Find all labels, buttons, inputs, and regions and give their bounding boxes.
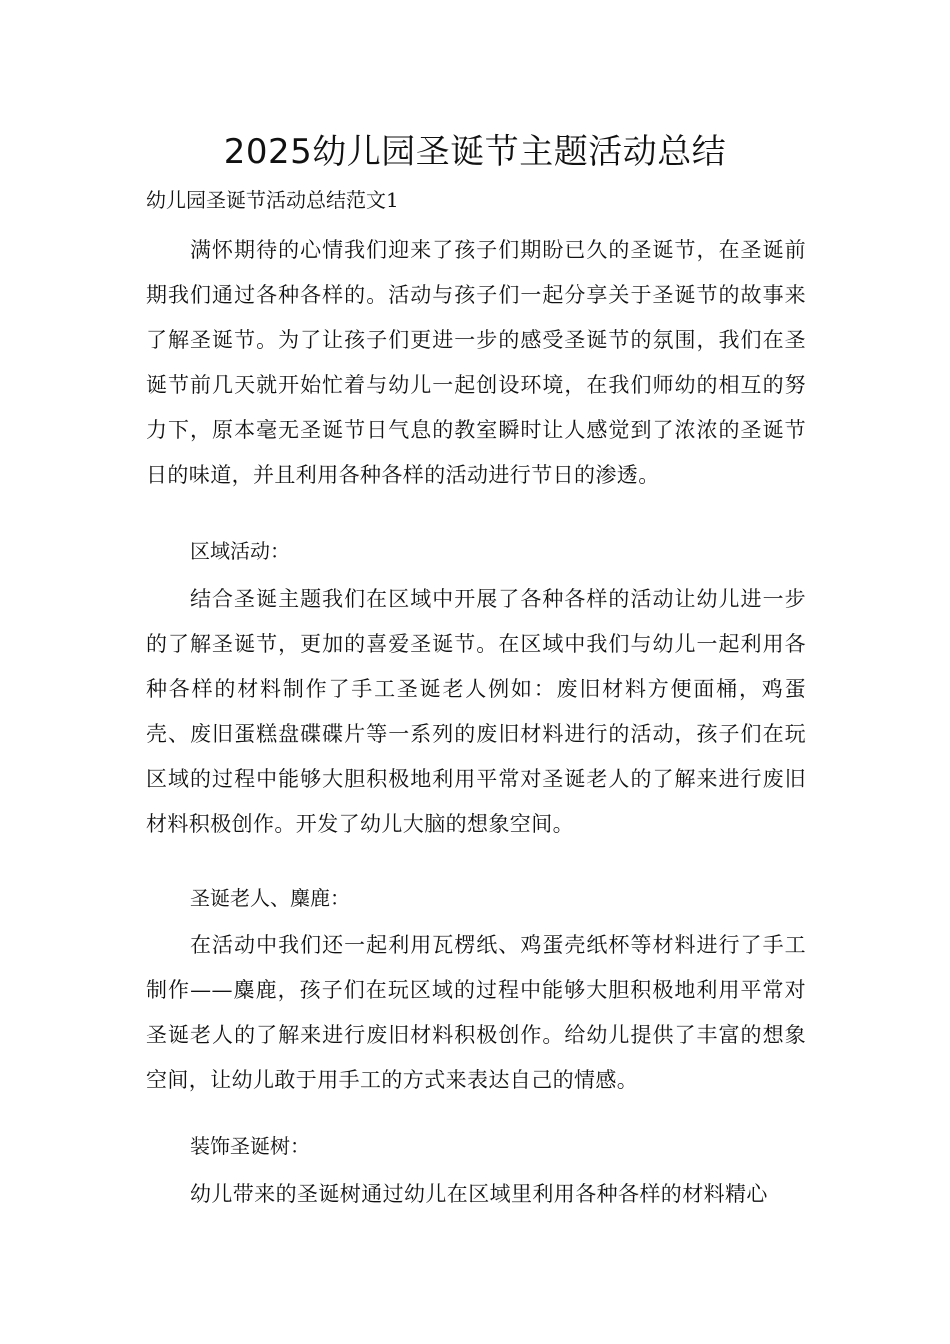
paragraph-decorate-tree: 幼儿带来的圣诞树通过幼儿在区域里利用各种各样的材料精心 xyxy=(190,1182,768,1206)
section-heading-santa-reindeer: 圣诞老人、麋鹿： xyxy=(190,886,350,910)
paragraph-area-activity: 结合圣诞主题我们在区域中开展了各种各样的活动让幼儿进一步的了解圣诞节，更加的喜爱圣诞节。在区域中我们与幼儿一起利用各种各样的材料制作了手工圣诞老人例如：废旧材料方便面桶，鸡蛋壳、废旧蛋糕盘碟碟片等一系列的废旧材料进行的活动，孩子们在玩区域的过程中能够大胆积极地利用平常对圣诞老人的了解来进行废旧材料积极创作。开发了幼儿大脑的想象空间。 xyxy=(146,587,806,836)
document-subtitle: 幼儿园圣诞节活动总结范文1 xyxy=(146,188,399,212)
paragraph-santa-reindeer: 在活动中我们还一起利用瓦楞纸、鸡蛋壳纸杯等材料进行了手工制作——麋鹿，孩子们在玩区域的过程中能够大胆积极地利用平常对圣诞老人的了解来进行废旧材料积极创作。给幼儿提供了丰富的想象空间，让幼儿敢于用手工的方式来表达自己的情感。 xyxy=(146,933,806,1092)
section-heading-area-activity: 区域活动： xyxy=(190,539,290,563)
section-heading-decorate-tree: 装饰圣诞树： xyxy=(190,1134,310,1158)
paragraph-intro: 满怀期待的心情我们迎来了孩子们期盼已久的圣诞节，在圣诞前期我们通过各种各样的。活动与孩子们一起分享关于圣诞节的故事来了解圣诞节。为了让孩子们更进一步的感受圣诞节的氛围，我们在圣诞节前几天就开始忙着与幼儿一起创设环境，在我们师幼的相互的努力下，原本毫无圣诞节日气息的教室瞬时让人感觉到了浓浓的圣诞节日的味道，并且利用各种各样的活动进行节日的渗透。 xyxy=(146,238,806,487)
document-title: 2025幼儿园圣诞节主题活动总结 xyxy=(223,132,727,172)
